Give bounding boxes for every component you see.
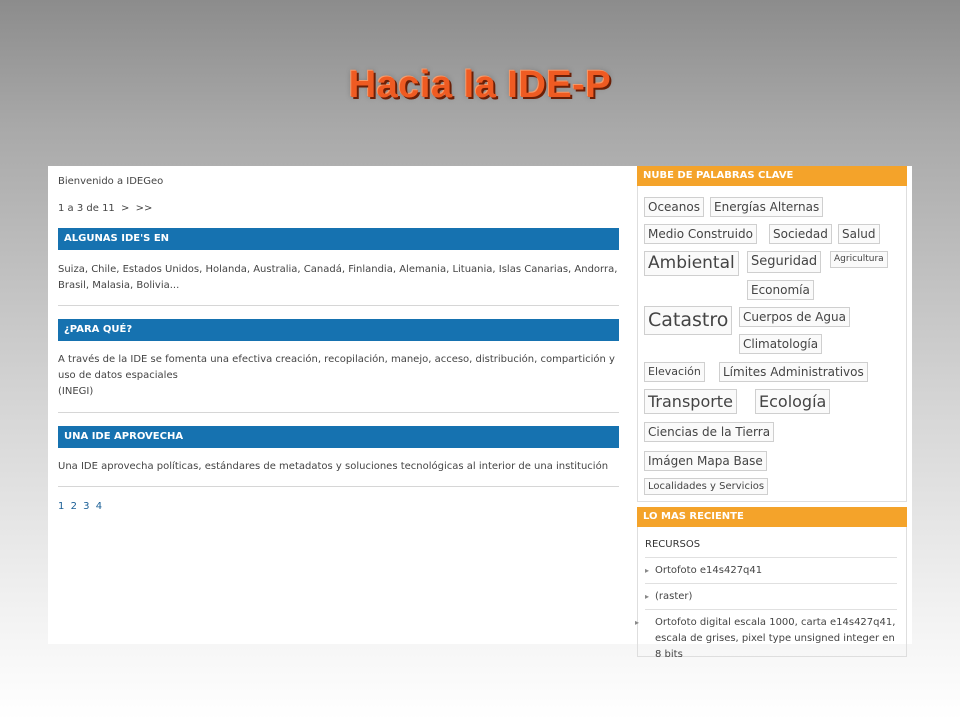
tag-limites-administrativos[interactable]: Límites Administrativos: [719, 362, 868, 382]
keyword-cloud-header: NUBE DE PALABRAS CLAVE: [637, 166, 907, 186]
welcome-text: Bienvenido a IDEGeo: [58, 176, 164, 187]
tag-elevacion[interactable]: Elevación: [644, 362, 705, 382]
result-pager: [58, 203, 155, 214]
tag-cuerpos-de-agua[interactable]: Cuerpos de Agua: [739, 307, 850, 327]
block-body-ides: Suiza, Chile, Estados Unidos, Holanda, Australia, Canadá, Finlandia, Alemania, Lituania, Islas Canarias, Andorra, Brasil, Malasia, Bolivia...: [58, 264, 618, 291]
tag-sociedad[interactable]: Sociedad: [769, 224, 832, 244]
website-screenshot: [48, 166, 912, 660]
tag-transporte[interactable]: Transporte: [644, 389, 737, 414]
pager-range: 1 a 3 de 11: [58, 203, 115, 214]
block-header-para-que: ¿PARA QUÉ?: [58, 319, 619, 341]
tag-ambiental[interactable]: Ambiental: [644, 251, 739, 276]
divider: [58, 412, 619, 413]
page-link[interactable]: 2: [70, 501, 77, 512]
block-header-aprovecha: UNA IDE APROVECHA: [58, 426, 619, 448]
para-que-source: (INEGI): [58, 386, 94, 397]
tag-oceanos[interactable]: Oceanos: [644, 197, 704, 217]
recent-item-label: Ortofoto e14s427q41: [655, 565, 763, 576]
tag-ciencias-de-la-tierra[interactable]: Ciencias de la Tierra: [644, 422, 774, 442]
para-que-text: A través de la IDE se fomenta una efectiva creación, recopilación, manejo, acceso, distribución, compartición y uso de datos espaciales: [58, 354, 615, 381]
page-link[interactable]: 3: [83, 501, 90, 512]
divider: [645, 583, 897, 584]
keyword-cloud: [637, 186, 907, 502]
tag-localidades-y-servicios[interactable]: Localidades y Servicios: [644, 478, 768, 495]
tag-seguridad[interactable]: Seguridad: [747, 251, 821, 273]
caret-right-icon: ▸: [635, 618, 640, 627]
block-body-aprovecha: Una IDE aprovecha políticas, estándares de metadatos y soluciones tecnológicas al interior de una institución: [58, 461, 609, 472]
divider: [645, 609, 897, 610]
recent-header: LO MAS RECIENTE: [637, 507, 907, 527]
block-header-ides: ALGUNAS IDE'S EN: [58, 228, 619, 250]
block-body-para-que: [58, 352, 619, 400]
recent-item-label: (raster): [655, 591, 693, 602]
tag-medio-construido[interactable]: Medio Construido: [644, 224, 757, 244]
page-link[interactable]: 1: [58, 501, 65, 512]
slide-title: Hacia la IDE-P: [348, 64, 612, 106]
pager-next-link[interactable]: >: [120, 203, 130, 214]
recent-subheader: RECURSOS: [645, 539, 701, 550]
tag-ecologia[interactable]: Ecología: [755, 389, 830, 414]
recent-panel: [635, 527, 907, 660]
tag-salud[interactable]: Salud: [838, 224, 880, 244]
page-link[interactable]: 4: [95, 501, 103, 512]
tag-catastro[interactable]: Catastro: [644, 306, 732, 335]
divider: [645, 557, 897, 558]
caret-right-icon: ▸: [645, 592, 650, 601]
caret-right-icon: ▸: [645, 566, 650, 575]
tag-imagen-mapa-base[interactable]: Imágen Mapa Base: [644, 451, 767, 471]
recent-item[interactable]: [645, 589, 900, 605]
divider: [58, 486, 619, 487]
recent-item-label: Ortofoto digital escala 1000, carta e14s427q41, escala de grises, pixel type unsigned integer en 8 bits: [655, 617, 896, 660]
page-links: [58, 501, 105, 512]
recent-item[interactable]: [645, 563, 900, 579]
pager-last-link[interactable]: >>: [135, 203, 153, 214]
tag-agricultura[interactable]: Agricultura: [830, 251, 888, 268]
tag-economia[interactable]: Economía: [747, 280, 814, 300]
tag-energias-alternas[interactable]: Energías Alternas: [710, 197, 823, 217]
divider: [58, 305, 619, 306]
tag-climatologia[interactable]: Climatología: [739, 334, 822, 354]
recent-item[interactable]: [635, 615, 900, 663]
